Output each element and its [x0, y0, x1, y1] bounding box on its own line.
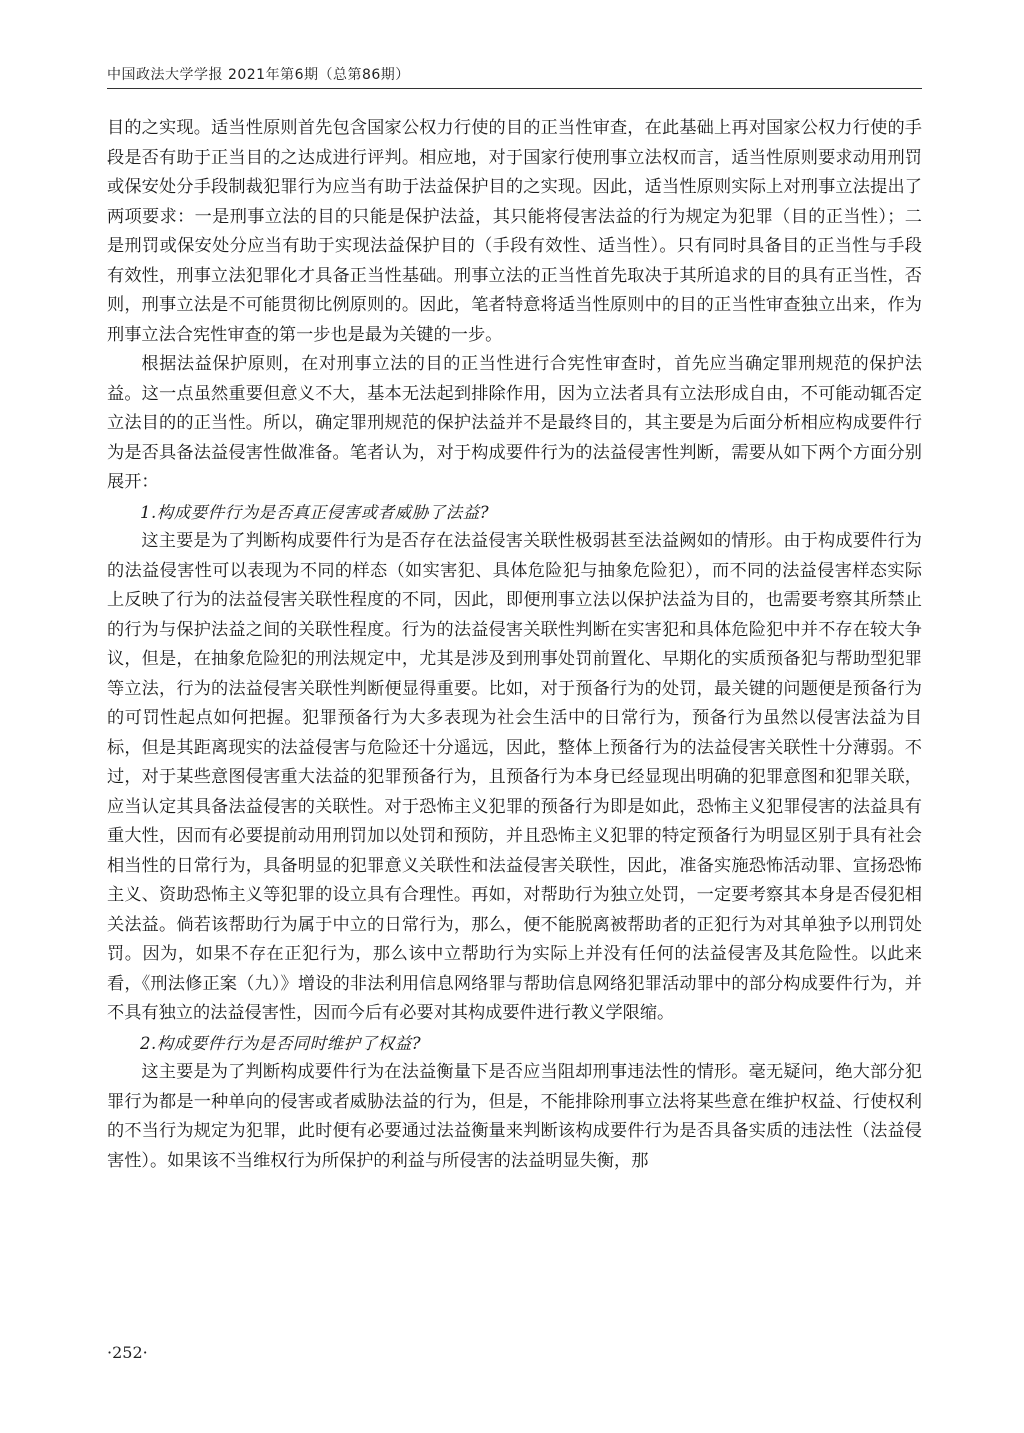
- paragraph-2: 根据法益保护原则，在对刑事立法的目的正当性进行合宪性审查时，首先应当确定罪刑规范的保护法益。这一点虽然重要但意义不大，基本无法起到排除作用，因为立法者具有立法形成自由，不可能动辄否定立法目的的正当性。所以，确定罪刑规范的保护法益并不是最终目的，其主要是为后面分析相应构成要件行为是否具备法益侵害性做准备。笔者认为，对于构成要件行为的法益侵害性判断，需要从如下两个方面分别展开：: [107, 354, 922, 492]
- page-number: ·252·: [107, 1343, 148, 1362]
- running-header: 中国政法大学学报 2021年第6期（总第86期）: [107, 67, 410, 83]
- article-body: [107, 114, 922, 1176]
- paragraph-1: 目的之实现。适当性原则首先包含国家公权力行使的目的正当性审查，在此基础上再对国家公权力行使的手段是否有助于正当目的之达成进行评判。相应地，对于国家行使刑事立法权而言，适当性原则要求动用刑罚或保安处分手段制裁犯罪行为应当有助于法益保护目的之实现。因此，适当性原则实际上对刑事立法提出了两项要求：一是刑事立法的目的只能是保护法益，其只能将侵害法益的行为规定为犯罪（目的正当性）；二是刑罚或保安处分应当有助于实现法益保护目的（手段有效性、适当性）。只有同时具备目的正当性与手段有效性，刑事立法犯罪化才具备正当性基础。刑事立法的正当性首先取决于其所追求的目的具有正当性，否则，刑事立法是不可能贯彻比例原则的。因此，笔者特意将适当性原则中的目的正当性审查独立出来，作为刑事立法合宪性审查的第一步也是最为关键的一步。: [107, 118, 922, 345]
- paragraph-3: 这主要是为了判断构成要件行为是否存在法益侵害关联性极弱甚至法益阙如的情形。由于构成要件行为的法益侵害性可以表现为不同的样态（如实害犯、具体危险犯与抽象危险犯），而不同的法益侵害样态实际上反映了行为的法益侵害关联性程度的不同，因此，即便刑事立法以保护法益为目的，也需要考察其所禁止的行为与保护法益之间的关联性程度。行为的法益侵害关联性判断在实害犯和具体危险犯中并不存在较大争议，但是，在抽象危险犯的刑法规定中，尤其是涉及到刑事处罚前置化、早期化的实质预备犯与帮助型犯罪等立法，行为的法益侵害关联性判断便显得重要。比如，对于预备行为的处罚，最关键的问题便是预备行为的可罚性起点如何把握。犯罪预备行为大多表现为社会生活中的日常行为，预备行为虽然以侵害法益为目标，但是其距离现实的法益侵害与危险还十分遥远，因此，整体上预备行为的法益侵害关联性十分薄弱。不过，对于某些意图侵害重大法益的犯罪预备行为，且预备行为本身已经显现出明确的犯罪意图和犯罪关联，应当认定其具备法益侵害的关联性。对于恐怖主义犯罪的预备行为即是如此，恐怖主义犯罪侵害的法益具有重大性，因而有必要提前动用刑罚加以处罚和预防，并且恐怖主义犯罪的特定预备行为明显区别于具有社会相当性的日常行为，具备明显的犯罪意义关联性和法益侵害关联性，因此，准备实施恐怖活动罪、宣扬恐怖主义、资助恐怖主义等犯罪的设立具有合理性。再如，对帮助行为独立处罚，一定要考察其本身是否侵犯相关法益。倘若该帮助行为属于中立的日常行为，那么，便不能脱离被帮助者的正犯行为对其单独予以刑罚处罚。因为，如果不存在正犯行为，那么该中立帮助行为实际上并没有任何的法益侵害及其危险性。以此来看，《刑法修正案（九）》增设的非法利用信息网络罪与帮助信息网络犯罪活动罪中的部分构成要件行为，并不具有独立的法益侵害性，因而今后有必要对其构成要件进行教义学限缩。: [107, 531, 922, 1023]
- subheading-2: 2.构成要件行为是否同时维护了权益?: [140, 1033, 422, 1053]
- subheading-1: 1.构成要件行为是否真正侵害或者威胁了法益?: [140, 502, 490, 522]
- paragraph-4: 这主要是为了判断构成要件行为在法益衡量下是否应当阻却刑事违法性的情形。毫无疑问，绝大部分犯罪行为都是一种单向的侵害或者威胁法益的行为，但是，不能排除刑事立法将某些意在维护权益、行使权利的不当行为规定为犯罪，此时便有必要通过法益衡量来判断该构成要件行为是否具备实质的违法性（法益侵害性）。如果该不当维权行为所保护的利益与所侵害的法益明显失衡，那: [107, 1062, 922, 1171]
- header-rule: [107, 88, 922, 89]
